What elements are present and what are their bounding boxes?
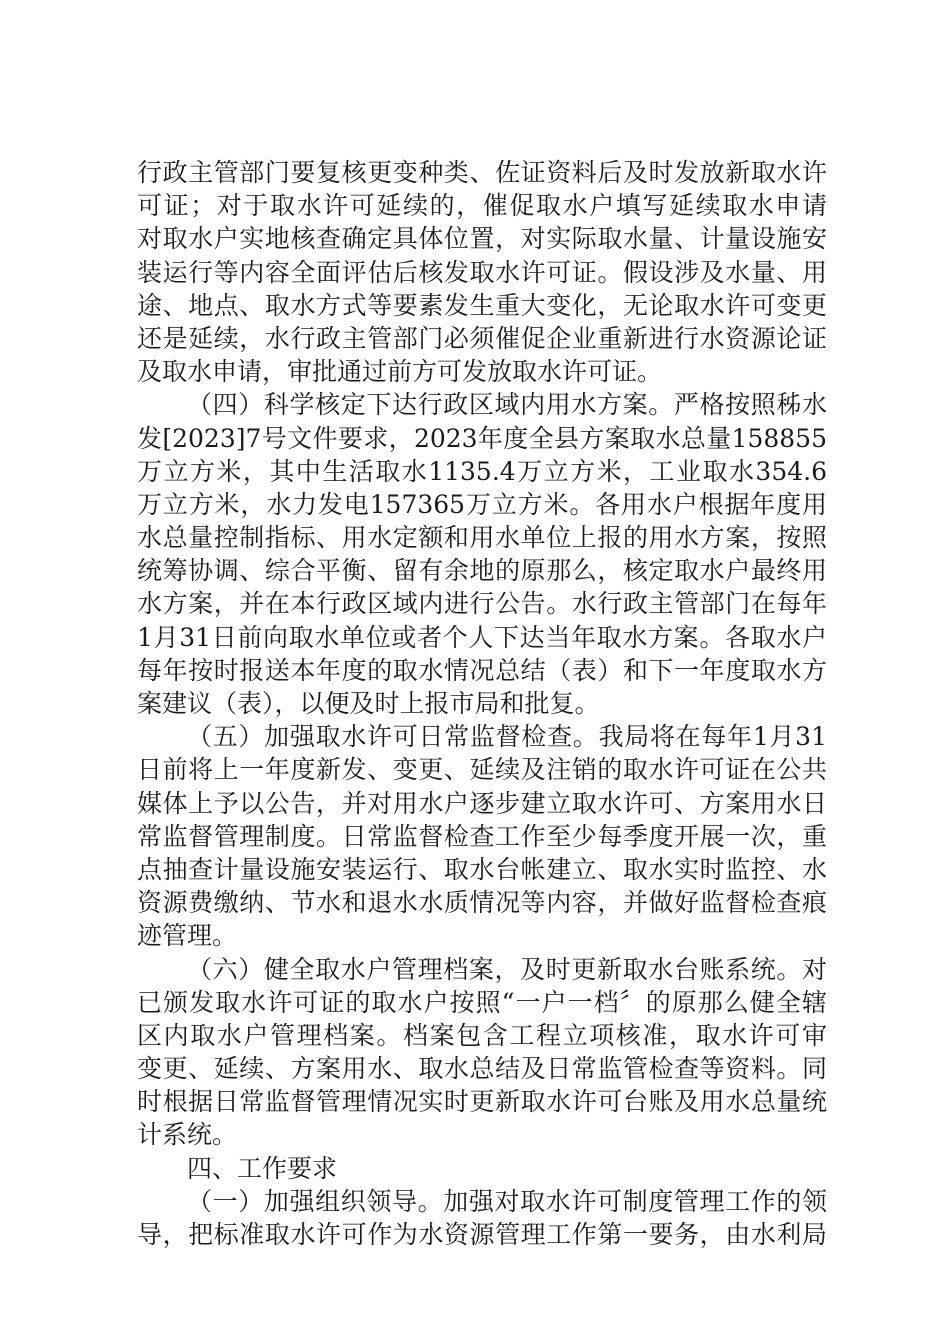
paragraph-requirement-1-leadership — [137, 1185, 827, 1251]
text-line: 万立方米，水力发电157365万立方米。各用水户根据年度用 — [137, 489, 827, 519]
section-heading: 四、工作要求 — [187, 1153, 338, 1183]
text-line: 已颁发取水许可证的取水户按照“一户一档〞的原那么健全辖 — [137, 987, 827, 1017]
text-line: 万立方米，其中生活取水1135.4万立方米，工业取水354.6 — [137, 456, 827, 486]
text-line: 发[2023]7号文件要求，2023年度全县方案取水总量158855 — [137, 423, 827, 453]
text-line: 计系统。 — [137, 1120, 238, 1150]
text-line: 变更、延续、方案用水、取水总结及日常监管检查等资料。同 — [137, 1054, 827, 1084]
text-line: 常监督管理制度。日常监督检查工作至少每季度开展一次，重 — [137, 821, 827, 851]
text-line: 装运行等内容全面评估后核发取水许可证。假设涉及水量、用 — [137, 257, 827, 287]
text-line: 还是延续，水行政主管部门必须催促企业重新进行水资源论证 — [137, 323, 827, 353]
text-line: 导，把标准取水许可作为水资源管理工作第一要务，由水利局 — [137, 1220, 827, 1249]
text-line: 区内取水户管理档案。档案包含工程立项核准，取水许可审 — [137, 1020, 827, 1050]
text-line: 时根据日常监督管理情况实时更新取水许可台账及用水总量统 — [137, 1087, 827, 1117]
text-line: 每年按时报送本年度的取水情况总结（表）和下一年度取水方 — [137, 655, 827, 685]
text-line: 迹管理。 — [137, 921, 238, 951]
text-line: 日前将上一年度新发、变更、延续及注销的取水许可证在公共 — [137, 755, 827, 785]
text-line: 水方案，并在本行政区域内进行公告。水行政主管部门在每年 — [137, 589, 827, 619]
text-line: （一）加强组织领导。加强对取水许可制度管理工作的领 — [187, 1186, 827, 1216]
heading-work-requirements — [137, 1152, 827, 1185]
text-line: 途、地点、取水方式等要素发生重大变化，无论取水许可变更 — [137, 290, 827, 320]
text-line: 1月31日前向取水单位或者个人下达当年取水方案。各取水户 — [137, 622, 827, 652]
paragraph-section-5-supervision — [137, 720, 827, 952]
text-line: 可证；对于取水许可延续的，催促取水户填写延续取水申请 — [137, 191, 827, 221]
text-line: 及取水申请，审批通过前方可发放取水许可证。 — [137, 357, 663, 387]
text-line: （五）加强取水许可日常监督检查。我局将在每年1月31 — [187, 722, 827, 752]
document-body — [137, 156, 827, 1251]
text-line: 点抽查计量设施安装运行、取水台帐建立、取水实时监控、水 — [137, 854, 827, 884]
paragraph-section-6-archives — [137, 953, 827, 1152]
paragraph-section-4-water-plan — [137, 388, 827, 720]
text-line: 媒体上予以公告，并对用水户逐步建立取水许可、方案用水日 — [137, 788, 827, 818]
paragraph-permit-renewal — [137, 156, 827, 388]
text-line: 资源费缴纳、节水和退水水质情况等内容，并做好监督检查痕 — [137, 888, 827, 918]
text-line: 案建议（表），以便及时上报市局和批复。 — [137, 689, 600, 718]
text-line: （六）健全取水户管理档案，及时更新取水台账系统。对 — [187, 954, 827, 984]
text-line: 对取水户实地核查确定具体位置，对实际取水量、计量设施安 — [137, 224, 827, 254]
text-line: （四）科学核定下达行政区域内用水方案。严格按照秭水 — [187, 390, 827, 420]
text-line: 行政主管部门要复核更变种类、佐证资料后及时发放新取水许 — [137, 158, 827, 187]
text-line: 水总量控制指标、用水定额和用水单位上报的用水方案，按照 — [137, 523, 827, 553]
text-line: 统筹协调、综合平衡、留有余地的原那么，核定取水户最终用 — [137, 556, 827, 586]
